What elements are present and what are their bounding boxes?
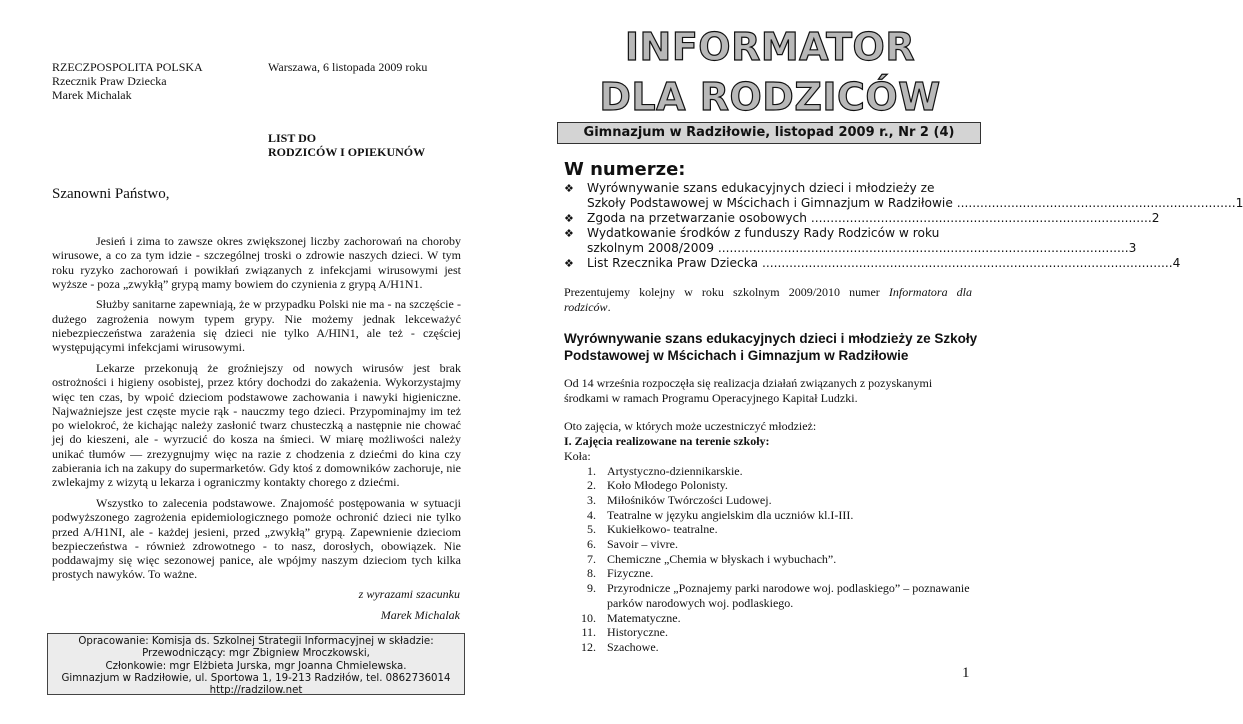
toc-page-number: 2: [1151, 211, 1160, 225]
credit-line: Opracowanie: Komisja ds. Szkolnej Strategii Informacyjnej w składzie:: [78, 636, 434, 647]
sender-line: RZECZPOSPOLITA POLSKA: [52, 60, 203, 74]
list-item: 10. Matematyczne.: [581, 610, 681, 625]
diamond-bullet-icon: ❖: [564, 227, 574, 240]
table-of-contents: [564, 181, 1243, 271]
closing-phrase: z wyrazami szacunku: [358, 587, 460, 601]
letter-recipient: [268, 131, 425, 159]
toc-item-text: Zgoda na przetwarzanie osobowych: [587, 211, 807, 225]
list-item: 5. Kukiełkowo- teatralne.: [587, 522, 718, 537]
letter-paragraph: Wszystko to zalecenia podstawowe. Znajomość postępowania w sytuacji podwyższonego zagrożenia epidemiologicznego pomoże ochronić dzieci nie tylko przed A/H1NI, ale - każdej jesieni, przed „zwykłą” grypą. Zapewnienie dzieciom bezpieczeństwa - również zdrowotnego - to nasz, dorosłych, obowiązek. Nie poddawajmy się więc sezonowej panice, ale wpójmy naszym dzieciom tych kilka prostych nawyków. To ważne.: [52, 495, 461, 582]
list-item: 1. Artystyczno-dziennikarskie.: [587, 463, 743, 478]
toc-item: [564, 211, 1160, 226]
list-item: 8. Fizyczne.: [587, 566, 654, 581]
masthead-line: DLA RODZICÓW: [599, 75, 941, 119]
sender-block: [52, 60, 203, 102]
letter-paragraph: Służby sanitarne zapewniają, że w przypadku Polski nie ma - na szczęście - dużego zagrożenia nowym typem grypy. Nie możemy jednak lekceważyć niebezpieczeństwa zarażenia się dzieci nie tylko A/HIN1, ale też - częściej występującymi infekcjami wirusowymi.: [52, 297, 461, 355]
toc-page-number: 3: [1128, 241, 1137, 255]
toc-leader-dots: ........................................................................: [952, 196, 1236, 210]
article-subheading: I. Zajęcia realizowane na terenie szkoły:: [564, 434, 770, 449]
credit-line: Gimnazjum w Radziłowie, ul. Sportowa 1, 19-213 Radziłów, tel. 0862736014: [61, 672, 451, 684]
recipient-line: RODZICÓW I OPIEKUNÓW: [268, 145, 426, 159]
diamond-bullet-icon: ❖: [564, 257, 574, 270]
list-item: 4. Teatralne w języku angielskim dla uczniów kl.I-III.: [587, 507, 854, 522]
article-subheading: Koła:: [564, 448, 591, 463]
diamond-bullet-icon: ❖: [564, 212, 574, 225]
credit-line: Przewodniczący: mgr Zbigniew Mroczkowski,: [142, 648, 370, 660]
credit-line: Członkowie: mgr Elżbieta Jurska, mgr Joanna Chmielewska.: [105, 660, 407, 672]
list-item: 6. Savoir – vivre.: [587, 537, 678, 552]
letter-paragraph: Jesień i zima to zawsze okres zwiększonej liczby zachorowań na choroby wirusowe, a co za tym idzie - szczególnej troski o zdrowie naszych dzieci. W tym roku ryzyko zachorowań i powikłań związanych z infekcjami wirusowymi jest wyższe - poza „zwykłą” grypą mamy bowiem do czynienia z grypą A/H1N1.: [52, 234, 461, 291]
page-number: 1: [962, 665, 970, 681]
article-paragraph: Od 14 września rozpoczęła się realizacja działań związanych z pozyskanymi środkami w ramach Programu Operacyjnego Kapitał Ludzki.: [564, 376, 933, 405]
toc-item: [564, 226, 1137, 256]
intro-text-prefix: Prezentujemy kolejny w roku szkolnym 2009/2010 numer: [564, 285, 880, 299]
letter-date: Warszawa, 6 listopada 2009 roku: [268, 60, 428, 74]
toc-leader-dots: ........................................................................................: [806, 211, 1152, 225]
intro-text-title: Informatora dla rodziców: [564, 285, 972, 314]
list-item: 11. Historyczne.: [581, 625, 668, 640]
toc-title: W numerze:: [564, 159, 686, 180]
article-body: [564, 376, 974, 655]
toc-item: [564, 181, 1243, 211]
toc-page-number: 4: [1172, 256, 1181, 270]
sender-line: Marek Michalak: [52, 88, 132, 102]
list-item: 2. Koło Młodego Polonisty.: [587, 478, 728, 493]
list-item: 3. Miłośników Twórczości Ludowej.: [587, 492, 772, 507]
letter-body: [52, 234, 461, 588]
toc-item-text: List Rzecznika Praw Dziecka: [587, 256, 759, 270]
list-item: 7. Chemiczne „Chemia w błyskach i wybuchach”.: [587, 551, 837, 566]
article-title: Wyrównywanie szans edukacyjnych dzieci i młodzieży ze Szkoły Podstawowej w Mścichach i Gimnazjum w Radziłowie: [564, 331, 978, 363]
salutation: Szanowni Państwo,: [52, 186, 170, 202]
letter-paragraph: Lekarze przekonują że groźniejszy od nowych wirusów jest brak ostrożności i higieny osobistej, przez który dochodzi do zakażenia. Wykorzystajmy więc ten czas, by wpoić dzieciom podstawowe zachowania i nawyki higieniczne. Najważniejsze jest częste mycie rąk - nauczmy tego dzieci. Przypominajmy im też po wielokroć, że kichając należy zasłonić twarz chusteczką a następnie nie chować jej do kieszeni, ale - wyrzucić do kosza na śmieci. W miarę możliwości należy unikać tłumów — zrezygnujmy więc na razie z chodzenia z dziećmi do kina czy zabierania ich na zakupy do supermarketów. Gdy ktoś z domowników zachoruje, nie zwlekajmy z wizytą u lekarza i ograniczmy kontakty chorego z dziećmi.: [52, 360, 461, 490]
list-item: 12. Szachowe.: [581, 639, 659, 654]
toc-item-text: szkolnym 2008/2009: [587, 241, 715, 255]
issue-banner: Gimnazjum w Radziłowie, listopad 2009 r., Nr 2 (4): [557, 122, 981, 144]
toc-item-text: Szkoły Podstawowej w Mścichach i Gimnazjum w Radziłowie: [587, 196, 953, 210]
letter-closing: [359, 584, 460, 626]
toc-item: [564, 256, 1181, 271]
toc-item-text: Wyrównywanie szans edukacyjnych dzieci i młodzieży ze: [587, 181, 935, 195]
toc-page-number: 1: [1235, 196, 1243, 210]
signature: Marek Michalak: [380, 608, 460, 622]
toc-item-text: Wydatkowanie środków z funduszy Rady Rodziców w roku: [587, 226, 940, 240]
diamond-bullet-icon: ❖: [564, 182, 574, 195]
editorial-credits-box: [47, 633, 465, 695]
toc-leader-dots: ..........................................................................................................: [758, 256, 1173, 270]
recipient-line: LIST DO: [268, 131, 317, 145]
masthead-line: INFORMATOR: [624, 25, 916, 69]
newsletter-masthead: [560, 22, 980, 122]
toc-leader-dots: ..........................................................................................................: [714, 241, 1129, 255]
article-paragraph: Oto zajęcia, w których może uczestniczyć młodzież:: [564, 419, 817, 434]
intro-text-suffix: .: [607, 300, 611, 314]
credit-url: http://radzilow.net: [209, 685, 303, 697]
intro-text: [564, 285, 972, 315]
sender-line: Rzecznik Praw Dziecka: [52, 74, 167, 88]
activities-list: [564, 464, 974, 655]
list-item: 9. Przyrodnicze „Poznajemy parki narodowe woj. podlaskiego” – poznawanie parków narodowych woj. podlaskiego.: [587, 581, 970, 610]
